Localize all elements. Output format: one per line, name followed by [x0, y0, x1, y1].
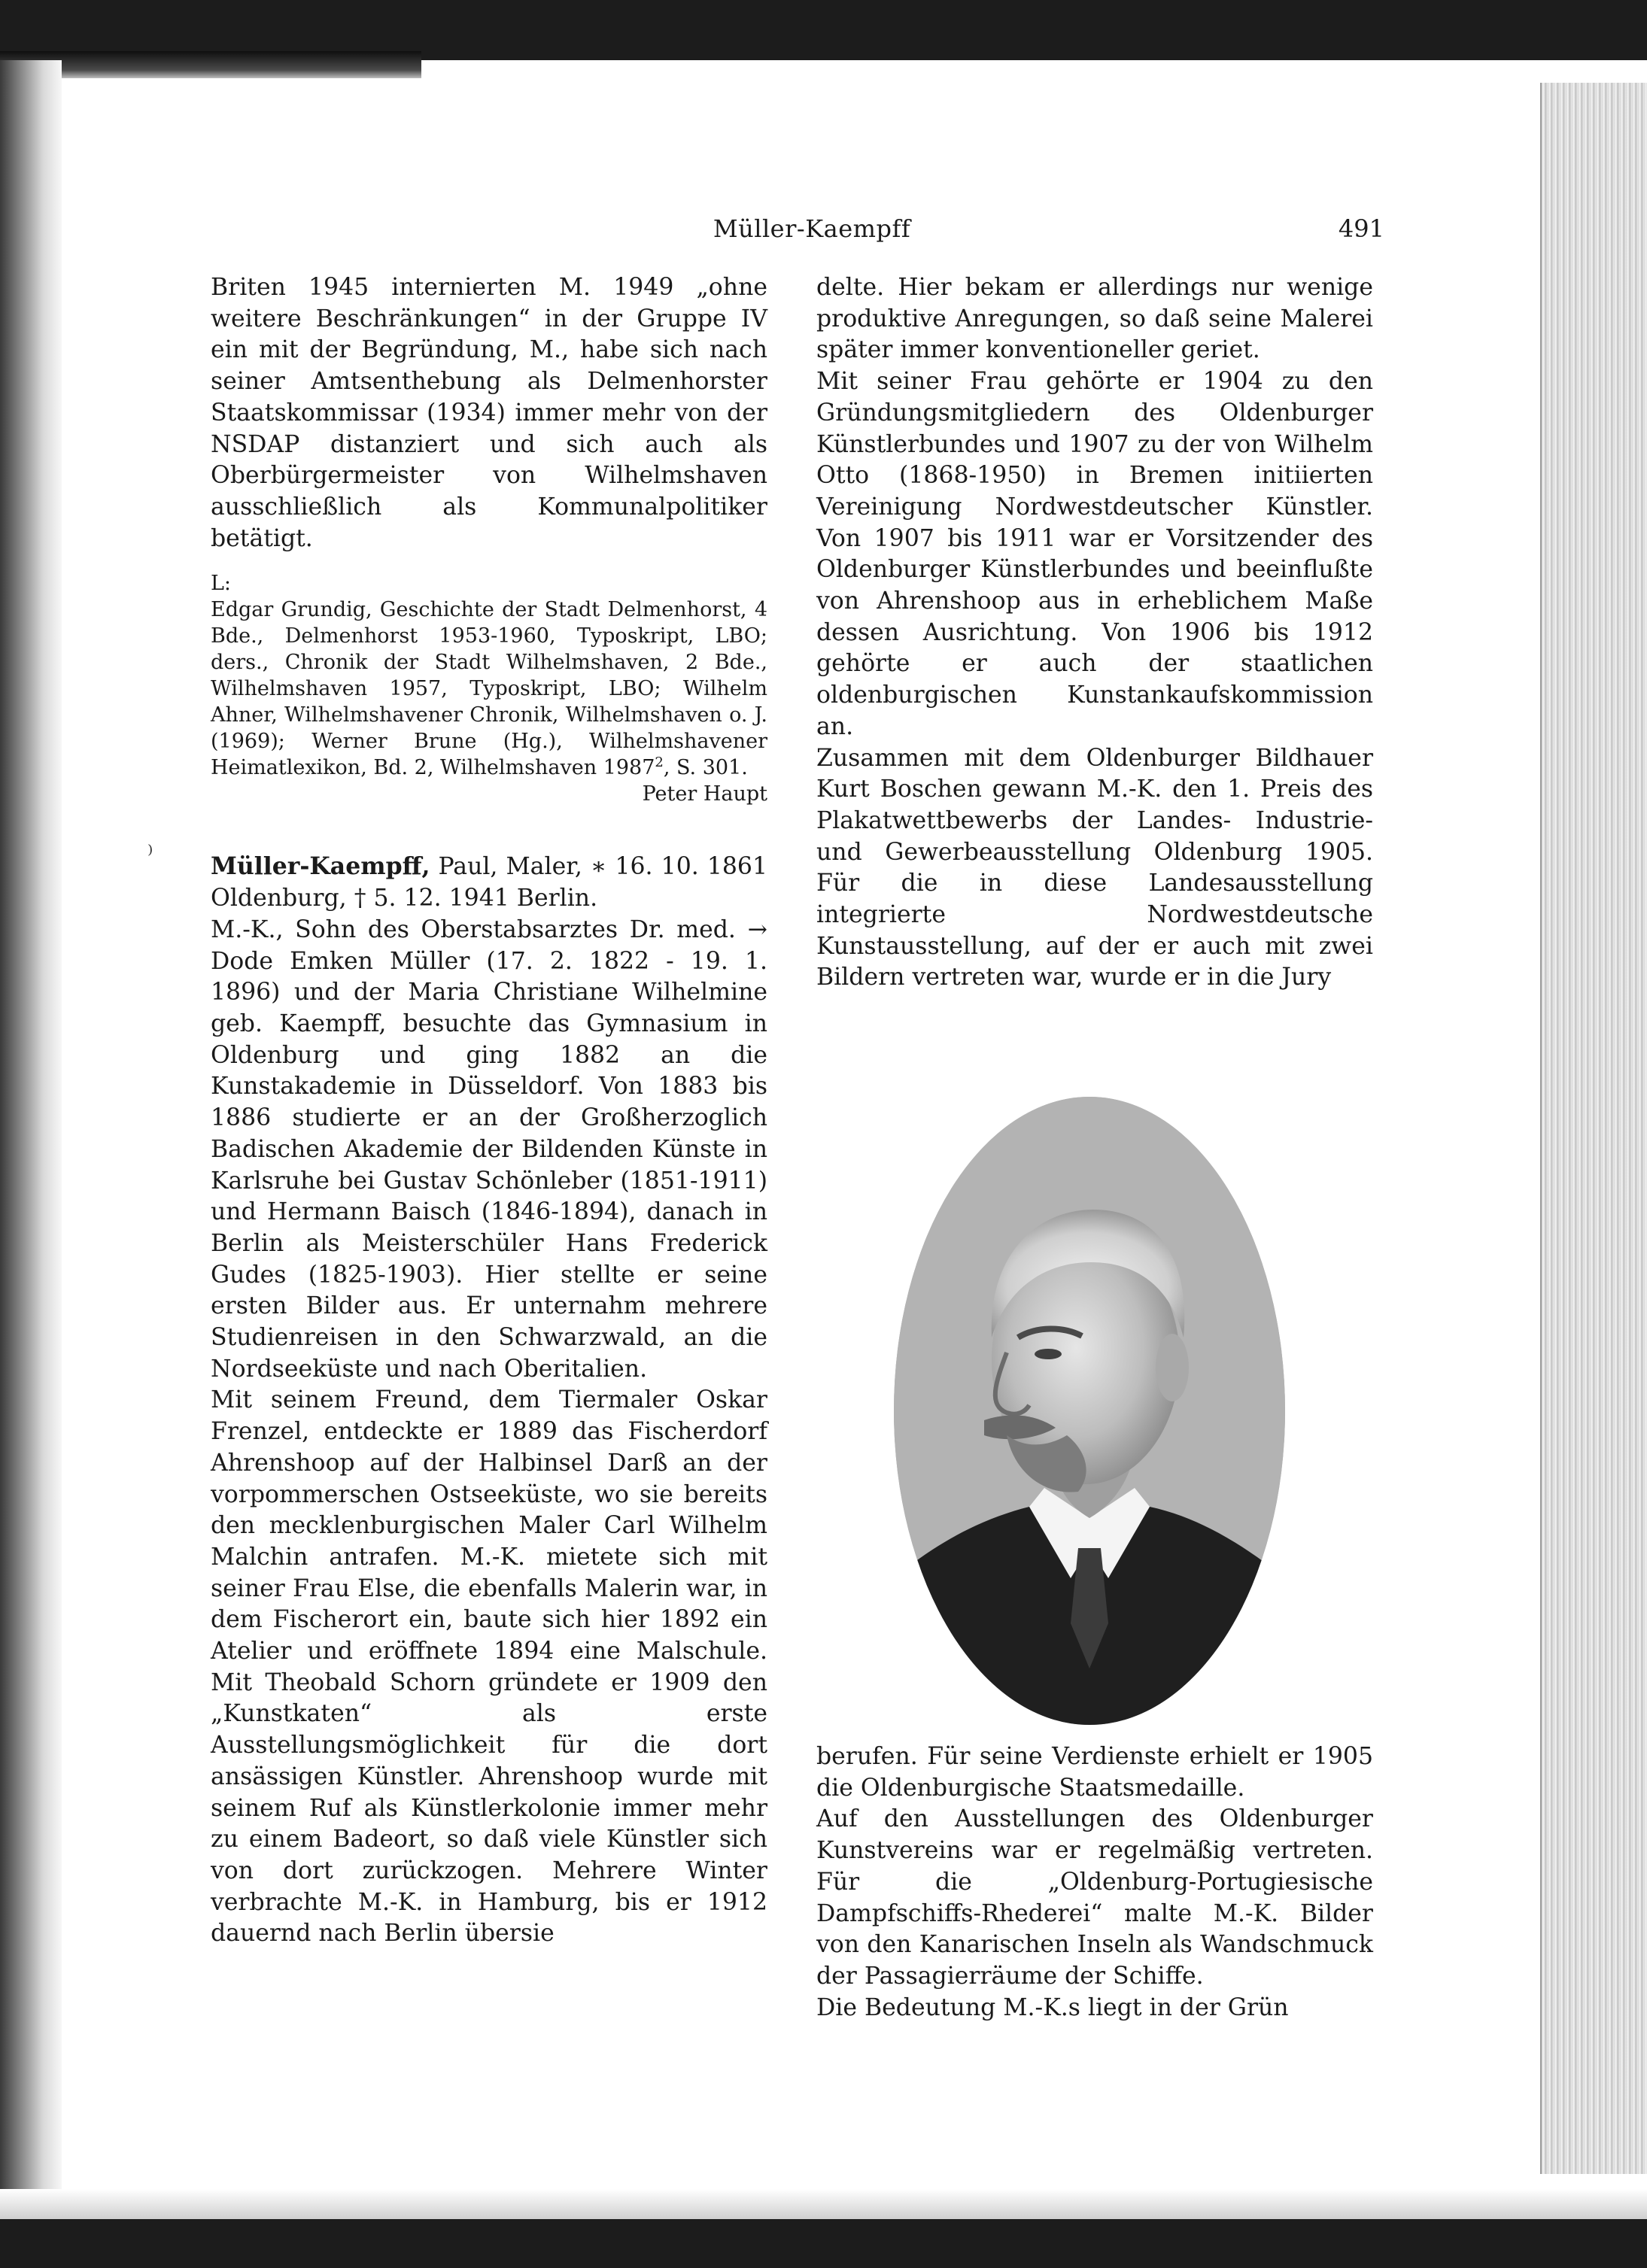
- entry-head-details: Paul, Maler, ∗ 16. 10. 1861 Oldenburg, † 5. 12. 1941 Berlin.: [211, 853, 767, 912]
- paragraph-intro: Briten 1945 internierten M. 1949 „ohne weitere Beschränkungen“ in der Gruppe IV ein mit der Begründung, M., habe sich nach seiner Amtsenthebung als Delmenhorster Staatskommissar (1934) immer mehr von der NSDAP distanziert und sich auch als Oberbürgermeister von Wilhelmshaven ausschließlich als Kommunalpolitiker betätigt.: [211, 274, 767, 552]
- paragraph-boschen: Zusammen mit dem Oldenburger Bildhauer Kurt Boschen gewann M.-K. den 1. Preis des Plakatwettbewerbs der Landes- Industrie- und Gewerbeausstellung Oldenburg 1905. Für die in diese Landesausstellung integrierte Nordwestdeutsche Kunstausstellung, auf der er auch mit zwei Bildern vertreten war, wurde er in die Jury: [816, 744, 1373, 991]
- literature-text-end: , S. 301.: [663, 755, 748, 779]
- portrait-illustration: [894, 1097, 1285, 1725]
- paragraph-kuenstlerbund: Mit seiner Frau gehörte er 1904 zu den Gründungsmitgliedern des Oldenburger Künstlerbundes und 1907 zu der von Wilhelm Otto (1868-1950) in Bremen initiierten Vereinigung Nordwestdeutscher Künstler. Von 1907 bis 1911 war er Vorsitzender des Oldenburger Künstlerbundes und beeinflußte von Ahrenshoop aus in erheblichem Maße dessen Ausrichtung. Von 1906 bis 1912 gehörte er auch der staatlichen oldenburgischen Kunstankaufskommission an.: [816, 368, 1373, 740]
- right-column-top: [816, 272, 1373, 994]
- literature-edition-superscript: 2: [655, 754, 664, 770]
- literature-label: L:: [211, 572, 232, 596]
- paragraph-continuation: delte. Hier bekam er allerdings nur wenige produktive Anregungen, so daß seine Malerei später immer konventioneller geriet.: [816, 274, 1373, 364]
- spine-top-shadow: [0, 51, 421, 78]
- paragraph-ahrenshoop: Mit seinem Freund, dem Tiermaler Oskar Frenzel, entdeckte er 1889 das Fischerdorf Ahrenshoop auf der Halbinsel Darß an der vorpommerschen Ostseeküste, wo sie bereits den mecklenburgischen Maler Carl Wilhelm Malchin antrafen. M.-K. mietete sich mit seiner Frau Else, die ebenfalls Malerin war, in dem Fischerort ein, baute sich hier 1892 ein Atelier und eröffnete 1894 eine Malschule. Mit Theobald Schorn gründete er 1909 den „Kunstkaten“ als erste Ausstellungsmöglichkeit für die dort ansässigen Künstler. Ahrenshoop wurde mit seinem Ruf als Künstlerkolonie immer mehr zu einem Badeort, so daß viele Künstler sich von dort zurückzogen. Mehrere Winter verbrachte M.-K. in Hamburg, bis er 1912 dauernd nach Berlin übersie: [211, 1386, 767, 1948]
- literature-text: [211, 597, 767, 781]
- paragraph-biography: M.-K., Sohn des Oberstabsarztes Dr. med. → Dode Emken Müller (17. 2. 1822 - 19. 1. 1896) und der Maria Christiane Wilhelmine geb. Kaempff, besuchte das Gymnasium in Oldenburg und ging 1882 an die Kunstakademie in Düsseldorf. Von 1883 bis 1886 studierte er an der Großherzoglich Badischen Akademie der Bildenden Künste in Karlsruhe bei Gustav Schönleber (1851-1911) und Hermann Baisch (1846-1894), danach in Berlin als Meisterschüler Hans Frederick Gudes (1825-1903). Hier stellte er seine ersten Bilder aus. Er unternahm mehrere Studienreisen in den Schwarzwald, an die Nordseeküste und nach Oberitalien.: [211, 915, 767, 1383]
- author-signature: Peter Haupt: [642, 782, 767, 806]
- portrait-photo: [894, 1097, 1285, 1725]
- right-column-bottom: [816, 1741, 1373, 2024]
- running-head: Müller-Kaempff: [713, 214, 911, 243]
- page-fore-edge: [1540, 83, 1647, 2174]
- paragraph-kunstverein: Auf den Ausstellungen des Oldenburger Kunstvereins war er regelmäßig vertreten. Für die „Oldenburg-Portugiesische Dampfschiffs-Rhederei“ malte M.-K. Bilder von den Kanarischen Inseln als Wandschmuck der Passagierräume der Schiffe.: [816, 1805, 1373, 1990]
- entry-headword: Müller-Kaempff,: [211, 852, 430, 881]
- left-column: [211, 272, 767, 1950]
- page-bottom-shadow: [0, 2189, 1647, 2219]
- paragraph-berufen: berufen. Für seine Verdienste erhielt er 1905 die Oldenburgische Staatsmedaille.: [816, 1743, 1373, 1802]
- margin-mark: ⁾: [147, 841, 153, 867]
- literature-text-main: Edgar Grundig, Geschichte der Stadt Delmenhorst, 4 Bde., Delmenhorst 1953-1960, Typoskript, LBO; ders., Chronik der Stadt Wilhelmshaven, 2 Bde., Wilhelmshaven 1957, Typoskript, LBO; Wilhelm Ahner, Wilhelmshavener Chronik, Wilhelmshaven o. J. (1969); Werner Brune (Hg.), Wilhelmshavener Heimatlexikon, Bd. 2, Wilhelmshaven 1987: [211, 598, 767, 779]
- page-gutter-shadow: [0, 60, 62, 2219]
- page-number: 491: [1338, 214, 1384, 243]
- paragraph-bedeutung: Die Bedeutung M.-K.s liegt in der Grün: [816, 1993, 1289, 2021]
- entry-heading: [211, 851, 767, 914]
